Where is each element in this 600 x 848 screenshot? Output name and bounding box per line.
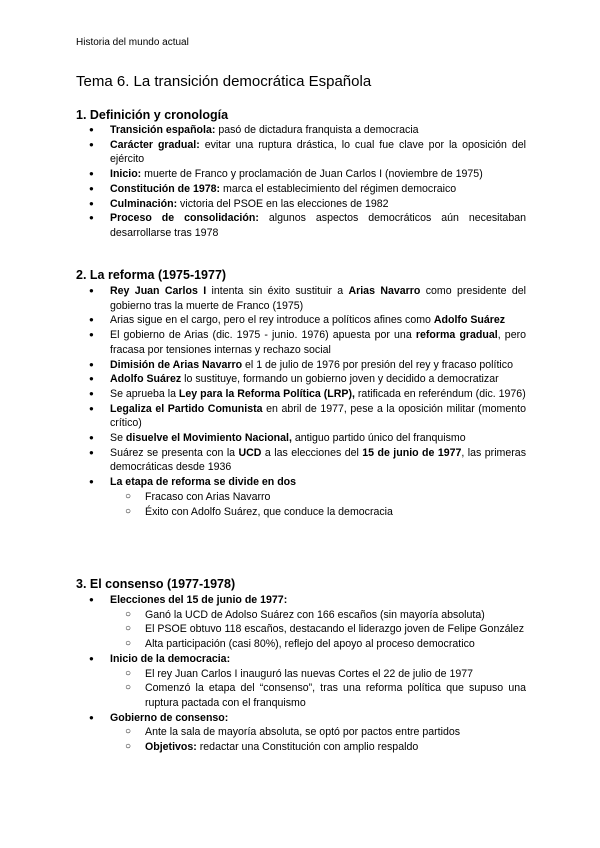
bold-text: Arias Navarro [348, 285, 421, 297]
item-text: , las primeras democráticas desde 1936 [110, 446, 526, 474]
bold-text: reforma gradual [415, 329, 498, 342]
bold-text: Constitución de 1978: [110, 182, 221, 195]
section-heading: 1. Definición y cronología [76, 108, 229, 122]
item-text: evitar una ruptura drástica, lo cual fue clave por la oposición del ejército [110, 138, 527, 166]
bold-text: disuelve el Movimiento Nacional, [125, 432, 292, 445]
item-text: , pero fracasa por tensiones internas y rechazo social [110, 329, 527, 356]
section-list [0, 284, 600, 519]
sub-bullet-icon: ○ [125, 623, 132, 635]
sub-list-item [0, 681, 526, 710]
bullet-icon: ● [89, 125, 94, 134]
bullet-icon: ● [89, 403, 94, 413]
list-item [0, 711, 526, 726]
bullet-icon: ● [89, 388, 94, 398]
bullet-icon: ● [89, 595, 94, 604]
item-text: Ganó la UCD de Adolso Suárez con 166 escaños (sin mayoría absoluta) [145, 608, 485, 621]
sub-bullet-icon: ○ [125, 726, 132, 738]
bold-text: 15 de junio de 1977 [362, 446, 462, 459]
list-item [0, 431, 526, 446]
item-text: en abril de 1977, pese a la oposición militar (momento crítico) [110, 402, 526, 430]
sub-list-item [0, 490, 526, 505]
bold-text: Inicio de la democracia: [110, 652, 231, 665]
bold-text: Ley para la Reforma Política (LRP), [178, 387, 355, 400]
item-text: Fracaso con Arias Navarro [145, 490, 271, 503]
item-text: El PSOE obtuvo 118 escaños, destacando el liderazgo joven de Felipe González [145, 623, 525, 636]
section-heading: 2. La reforma (1975-1977) [76, 268, 227, 282]
list-item [0, 182, 526, 197]
item-text: muerte de Franco y proclamación de Juan Carlos I (noviembre de 1975) [141, 168, 483, 181]
bold-text: Rey Juan Carlos I [110, 285, 207, 297]
bullet-icon: ● [89, 169, 94, 179]
sub-bullet-icon: ○ [125, 490, 132, 502]
bold-text: Objetivos: [145, 741, 197, 754]
item-text: Éxito con Adolfo Suárez, que conduce la democracia [145, 505, 393, 518]
sub-list-item [0, 740, 526, 755]
section-list [0, 123, 600, 241]
item-text: marca el establecimiento del régimen democraico [220, 182, 457, 195]
bullet-icon: ● [89, 477, 94, 487]
item-text: Se [110, 432, 126, 445]
bold-text: Elecciones del 15 de junio de 1977: [110, 594, 288, 606]
item-text: Comenzó la etapa del “consenso”, tras una reforma política que supuso una ruptura pactada con el franquismo [145, 682, 526, 709]
item-text: ratificada en referéndum (dic. 1976) [354, 387, 526, 400]
bold-text: Adolfo Suárez [433, 314, 506, 327]
sub-bullet-icon: ○ [125, 638, 132, 650]
bold-text: Culminación: [110, 197, 178, 210]
list-item [0, 387, 526, 402]
sub-list-item [0, 505, 526, 520]
list-item [0, 402, 526, 431]
bold-text: Adolfo Suárez [110, 373, 182, 386]
bold-text: La etapa de reforma se divide en dos [110, 476, 297, 489]
sub-bullet-icon: ○ [125, 667, 132, 679]
list-item [0, 138, 526, 167]
bullet-icon: ● [89, 183, 94, 193]
item-text: pasó de dictadura franquista a democracia [215, 124, 419, 136]
sub-bullet-icon: ○ [125, 505, 132, 517]
bold-text: Transición española: [110, 124, 216, 136]
item-text: El gobierno de Arias (dic. 1975 - junio. 1976) apuesta por una [110, 329, 416, 342]
bullet-icon: ● [89, 330, 94, 340]
sub-list-item [0, 622, 526, 637]
list-item [0, 313, 526, 328]
item-text: redactar una Constitución con amplio respaldo [196, 741, 419, 754]
bullet-icon: ● [89, 213, 94, 223]
item-text: Alta participación (casi 80%), reflejo del apoyo al proceso democratico [145, 638, 475, 651]
item-text: El rey Juan Carlos I inauguró las nuevas Cortes el 22 de julio de 1977 [145, 667, 474, 680]
list-item [0, 197, 526, 212]
sub-bullet-icon: ○ [125, 682, 132, 694]
bold-text: Inicio: [110, 168, 142, 181]
item-text: a las elecciones del [261, 446, 363, 459]
bullet-icon: ● [89, 359, 94, 369]
list-item [0, 328, 526, 357]
bullet-icon: ● [89, 374, 94, 384]
bullet-icon: ● [89, 433, 94, 443]
item-text: Suárez se presenta con la [110, 446, 239, 459]
page-header: Historia del mundo actual [76, 37, 189, 48]
item-text: algunos aspectos democráticos aún necesitaban desarrollarse tras 1978 [110, 212, 526, 239]
list-item [0, 284, 526, 313]
bullet-icon: ● [89, 653, 94, 663]
list-item [0, 446, 526, 475]
bullet-icon: ● [89, 712, 94, 722]
bold-text: Dimisión de Arias Navarro [110, 358, 243, 371]
item-text: lo sustituye, formando un gobierno joven y decidido a democratizar [181, 373, 499, 386]
list-item [0, 652, 526, 667]
list-item [0, 358, 526, 373]
list-item [0, 372, 526, 387]
bullet-icon: ● [89, 447, 94, 457]
item-text: Arias sigue en el cargo, pero el rey introduce a políticos afines como [110, 314, 434, 327]
sub-bullet-icon: ○ [125, 741, 132, 753]
item-text: como presidente del gobierno tras la muerte de Franco (1975) [110, 285, 526, 312]
sub-list-item [0, 667, 526, 682]
item-text: intenta sin éxito sustituir a [206, 285, 349, 297]
section-heading: 3. El consenso (1977-1978) [76, 577, 236, 591]
bullet-icon: ● [89, 139, 94, 149]
section-list [0, 593, 600, 755]
item-text: antiguo partido único del franquismo [291, 432, 466, 445]
sub-list-item [0, 725, 526, 740]
item-text: Ante la sala de mayoría absoluta, se optó por pactos entre partidos [145, 726, 461, 739]
bullet-icon: ● [89, 286, 94, 295]
bold-text: Gobierno de consenso: [110, 711, 229, 724]
bold-text: Legaliza el Partido Comunista [110, 402, 263, 415]
bold-text: Carácter gradual: [110, 138, 200, 151]
list-item [0, 123, 526, 138]
bold-text: Proceso de consolidación: [110, 212, 259, 225]
page-title: Tema 6. La transición democrática Española [76, 73, 372, 90]
bold-text: UCD [238, 446, 262, 459]
bullet-icon: ● [89, 315, 94, 325]
item-text: el 1 de julio de 1976 por presión del rey y fracaso político [242, 358, 513, 371]
sub-bullet-icon: ○ [125, 608, 132, 620]
item-text: Se aprueba la [110, 387, 179, 400]
item-text: victoria del PSOE en las elecciones de 1982 [177, 197, 389, 210]
list-item [0, 167, 526, 182]
list-item [0, 475, 526, 490]
list-item [0, 593, 526, 608]
sub-list-item [0, 608, 526, 623]
sub-list-item [0, 637, 526, 652]
bullet-icon: ● [89, 198, 94, 208]
list-item [0, 211, 526, 240]
